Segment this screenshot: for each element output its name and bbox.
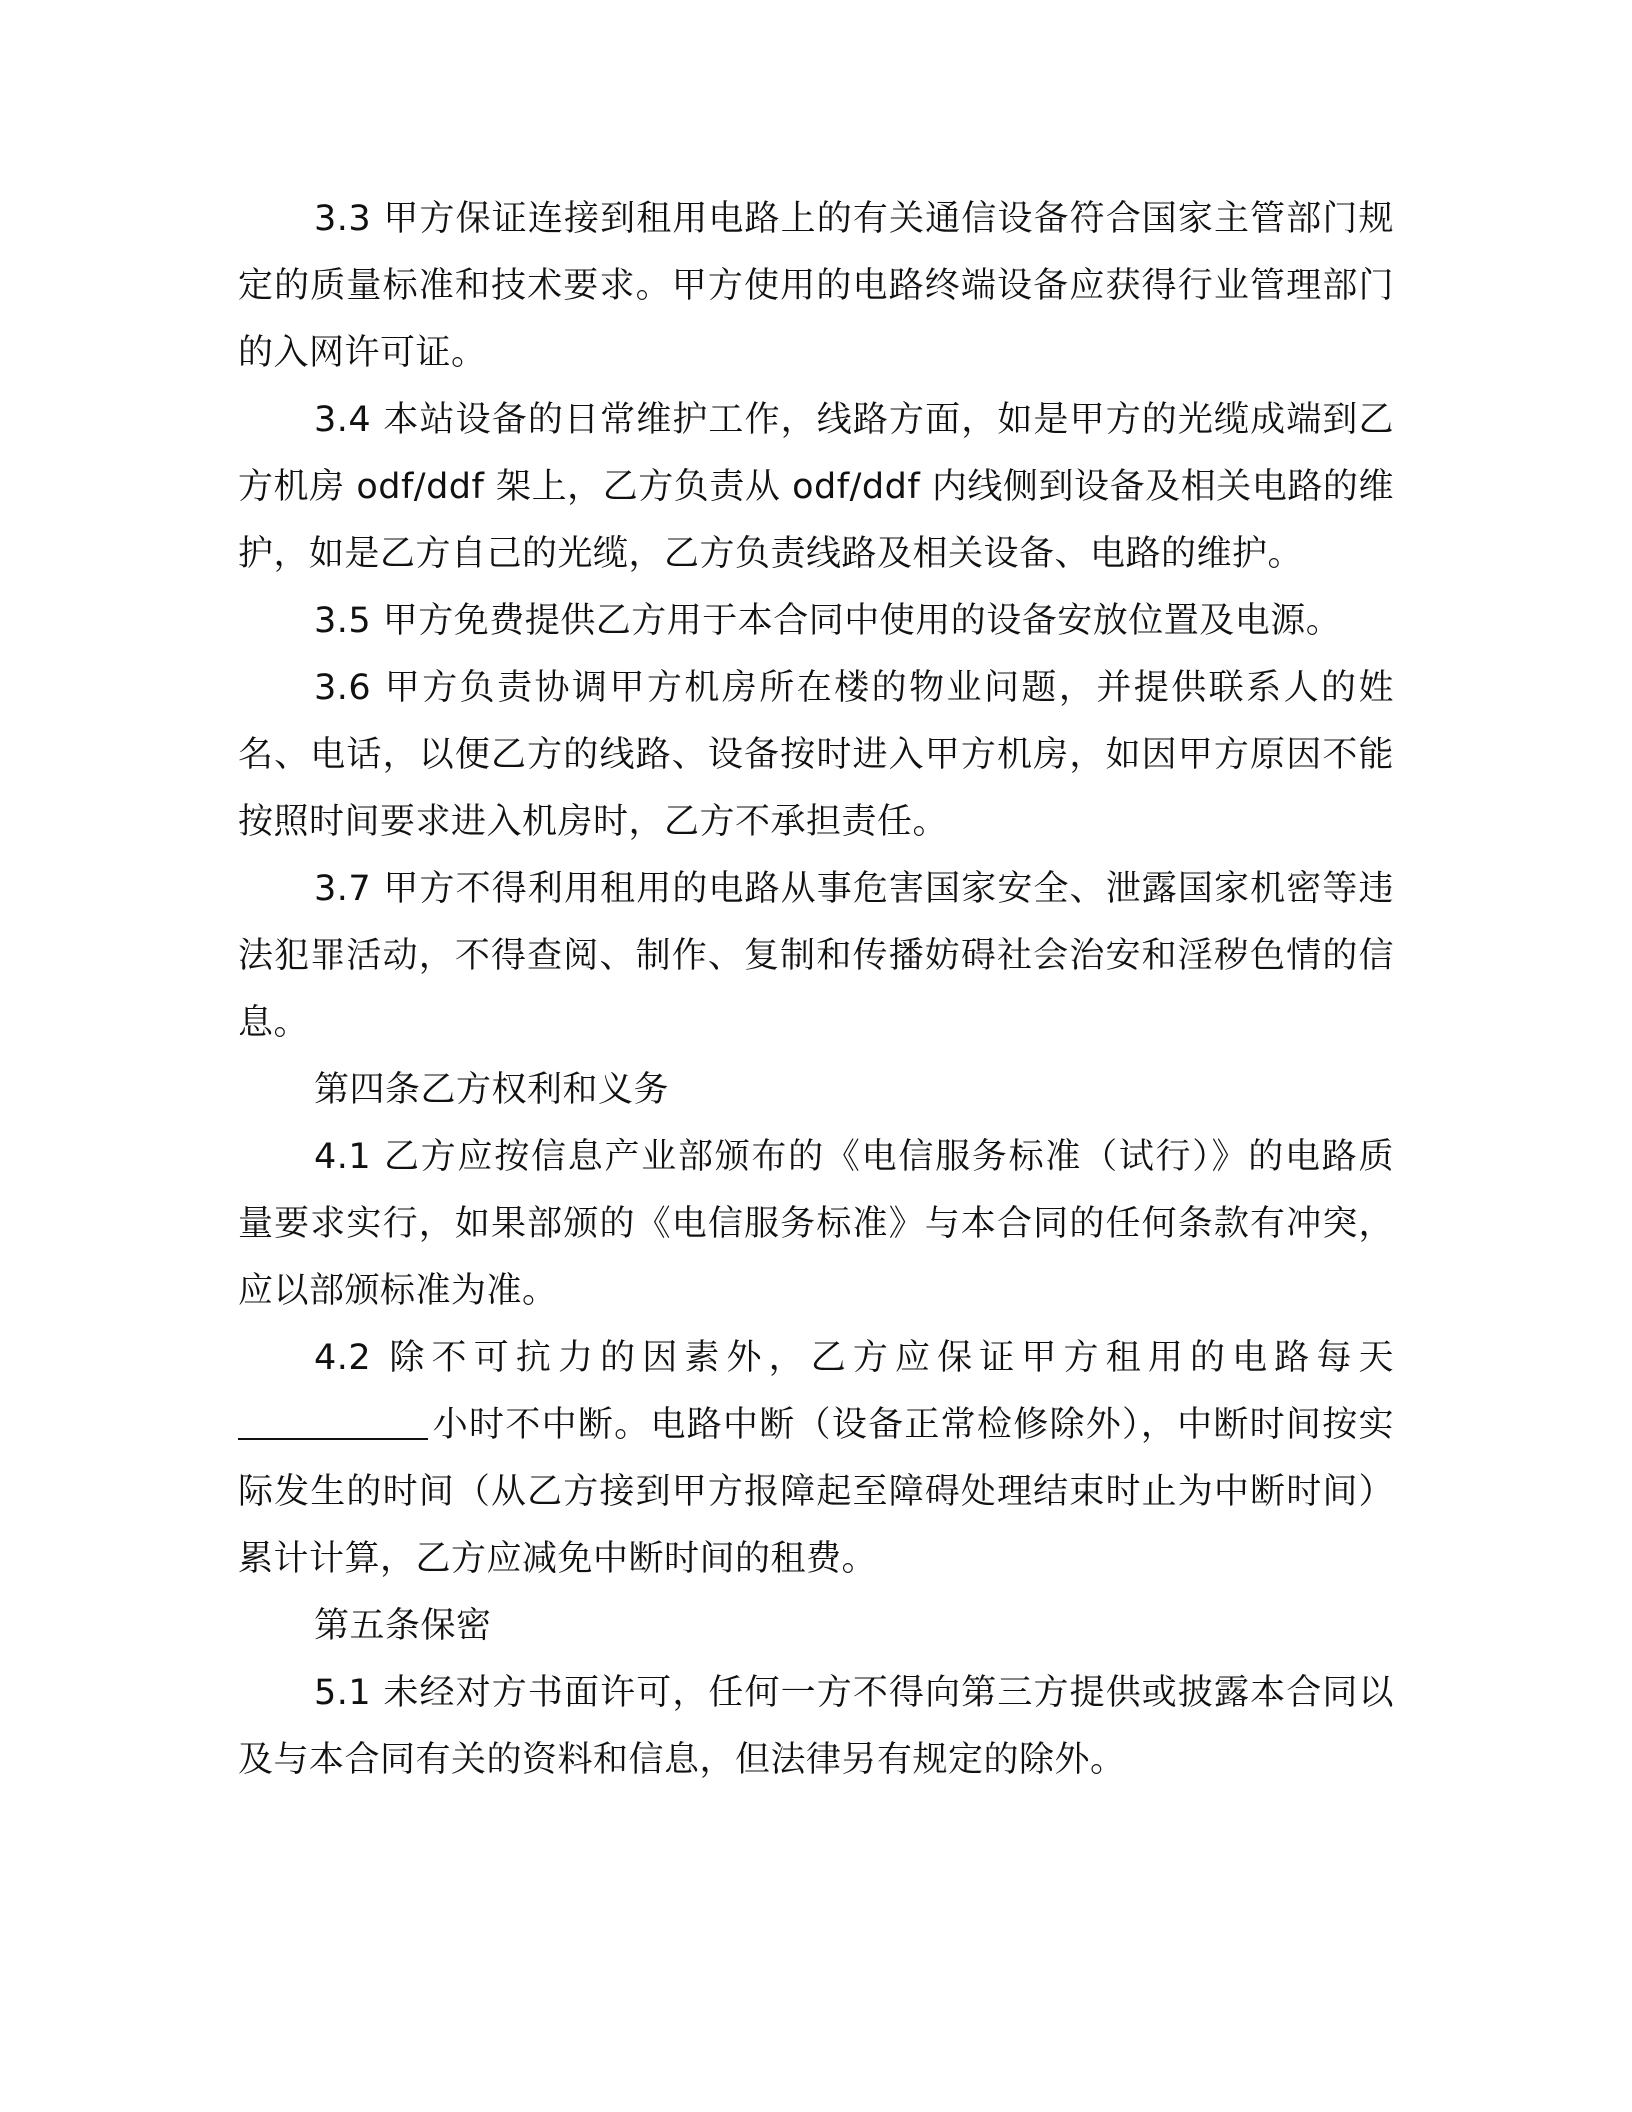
clause-4-2-rest: 小时不中断。电路中断（设备正常检修除外），中断时间按实际发生的时间（从乙方接到甲方报障起至障碍处理结束时止为中断时间）累计计算，乙方应减免中断时间的租费。 <box>238 1405 1394 1579</box>
section-heading-5: 第五条保密 <box>314 1606 492 1646</box>
clause-5-1: 5.1 未经对方书面许可，任何一方不得向第三方提供或披露本合同以及与本合同有关的资料和信息，但法律另有规定的除外。 <box>238 1673 1394 1780</box>
clause-3-7: 3.7 甲方不得利用租用的电路从事危害国家安全、泄露国家机密等违法犯罪活动，不得查阅、制作、复制和传播妨碍社会治安和淫秽色情的信息。 <box>238 869 1394 1043</box>
clause-4-2 <box>238 1325 1394 1593</box>
clause-3-6: 3.6 甲方负责协调甲方机房所在楼的物业问题，并提供联系人的姓名、电话，以便乙方的线路、设备按时进入甲方机房，如因甲方原因不能按照时间要求进入机房时，乙方不承担责任。 <box>238 668 1394 842</box>
clause-4-1: 4.1 乙方应按信息产业部颁布的《电信服务标准（试行）》的电路质量要求实行，如果部颁的《电信服务标准》与本合同的任何条款有冲突，应以部颁标准为准。 <box>238 1137 1394 1311</box>
document-body <box>238 186 1394 1794</box>
clause-3-4: 3.4 本站设备的日常维护工作，线路方面，如是甲方的光缆成端到乙方机房 odf/ddf 架上，乙方负责从 odf/ddf 内线侧到设备及相关电路的维护，如是乙方自己的光缆，乙方负责线路及相关设备、电路的维护。 <box>238 400 1394 574</box>
hours-blank-field <box>238 1404 428 1440</box>
clause-3-3: 3.3 甲方保证连接到租用电路上的有关通信设备符合国家主管部门规定的质量标准和技术要求。甲方使用的电路终端设备应获得行业管理部门的入网许可证。 <box>238 199 1394 373</box>
clause-4-2-lead: 4.2 除不可抗力的因素外，乙方应保证甲方租用的电路每天 <box>314 1338 1394 1378</box>
clause-3-5: 3.5 甲方免费提供乙方用于本合同中使用的设备安放位置及电源。 <box>314 601 1342 641</box>
section-heading-4: 第四条乙方权利和义务 <box>314 1070 670 1110</box>
